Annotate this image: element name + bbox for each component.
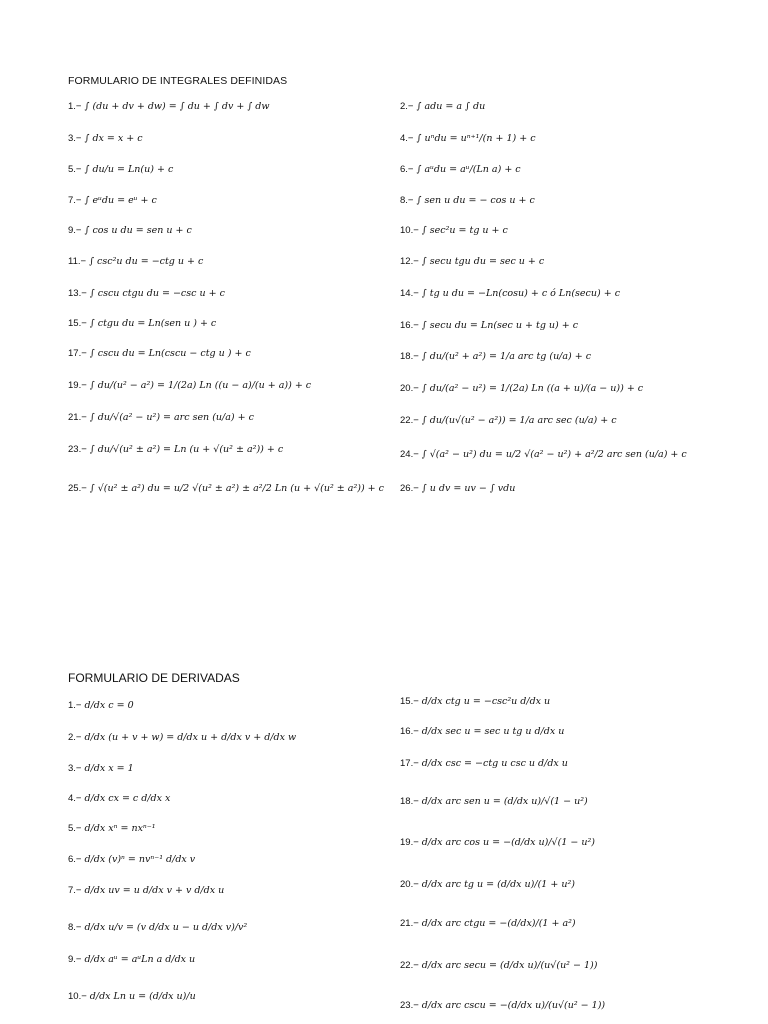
- formula-row: [68, 163, 173, 177]
- formula-number: 8.−: [68, 922, 82, 933]
- formula-expression: ∫ du/(u² + a²) = 1/a arc tg (u/a) + c: [418, 351, 592, 362]
- formula-expression: d/dx aᵘ = aᵘLn a d/dx u: [81, 954, 196, 965]
- formula-expression: ∫ cscu ctgu du = −csc u + c: [86, 288, 225, 299]
- formula-expression: d/dx arc ctgu = −(d/dx)/(1 + a²): [418, 918, 576, 929]
- formula-expression: d/dx uv = u d/dx v + v d/dx u: [81, 885, 225, 896]
- formula-number: 26.−: [400, 483, 419, 494]
- formula-number: 23.−: [400, 1000, 419, 1011]
- formula-number: 9.−: [68, 225, 82, 236]
- formula-row: [68, 822, 156, 836]
- formula-number: 7.−: [68, 885, 82, 896]
- formula-number: 25.−: [68, 483, 87, 494]
- formula-number: 1.−: [68, 700, 82, 711]
- formula-expression: d/dx (u + v + w) = d/dx u + d/dx v + d/dx w: [81, 732, 297, 743]
- formula-expression: ∫ sen u du = − cos u + c: [413, 195, 535, 206]
- formula-number: 12.−: [400, 256, 419, 267]
- formula-number: 8.−: [400, 195, 414, 206]
- formula-expression: d/dx u/v = (v d/dx u − u d/dx v)/v²: [81, 922, 248, 933]
- formula-expression: ∫ cos u du = sen u + c: [81, 225, 192, 236]
- formula-row: [400, 836, 595, 850]
- formula-row: [400, 132, 536, 146]
- formula-expression: d/dx cx = c d/dx x: [81, 793, 171, 804]
- formula-row: [68, 921, 247, 935]
- formula-number: 17.−: [400, 758, 419, 769]
- formula-expression: ∫ du/u = Ln(u) + c: [81, 164, 174, 175]
- formula-row: [400, 917, 576, 931]
- formula-row: [68, 853, 195, 867]
- formula-number: 22.−: [400, 960, 419, 971]
- formula-number: 7.−: [68, 195, 82, 206]
- formula-row: [400, 725, 564, 739]
- formula-row: [400, 319, 578, 333]
- formula-expression: ∫ du/√(u² ± a²) = Ln (u + √(u² ± a²)) + c: [86, 444, 284, 455]
- formula-expression: ∫ √(a² − u²) du = u/2 √(a² − u²) + a²/2 arc sen (u/a) + c: [418, 449, 687, 460]
- formula-row: [400, 194, 535, 208]
- formula-expression: ∫ tg u du = −Ln(cosu) + c ó Ln(secu) + c: [418, 288, 621, 299]
- formula-expression: d/dx arc cscu = −(d/dx u)/(u√(u² − 1)): [418, 1000, 606, 1011]
- formula-expression: ∫ du/(a² − u²) = 1/(2a) Ln ((a + u)/(a − u)) + c: [418, 383, 644, 394]
- formula-number: 10.−: [68, 991, 87, 1002]
- formula-expression: ∫ √(u² ± a²) du = u/2 √(u² ± a²) ± a²/2 Ln (u + √(u² ± a²)) + c: [86, 483, 384, 494]
- formula-number: 11.−: [68, 256, 87, 267]
- formula-row: [68, 884, 224, 898]
- derivatives-title: FORMULARIO DE DERIVADAS: [68, 671, 240, 685]
- formula-number: 6.−: [68, 854, 82, 865]
- formula-number: 24.−: [400, 449, 419, 460]
- formula-row: [400, 100, 485, 114]
- formula-number: 18.−: [400, 796, 419, 807]
- formula-number: 14.−: [400, 288, 419, 299]
- formula-expression: d/dx sec u = sec u tg u d/dx u: [418, 726, 565, 737]
- formula-number: 21.−: [400, 918, 419, 929]
- formula-expression: d/dx ctg u = −csc²u d/dx u: [418, 696, 551, 707]
- formula-number: 2.−: [68, 732, 82, 743]
- formula-row: [400, 959, 597, 973]
- formula-expression: d/dx (v)ⁿ = nvⁿ⁻¹ d/dx v: [81, 854, 196, 865]
- formula-expression: d/dx arc cos u = −(d/dx u)/√(1 − u²): [418, 837, 595, 848]
- formula-number: 13.−: [68, 288, 87, 299]
- formula-row: [68, 224, 192, 238]
- formula-row: [68, 990, 196, 1004]
- formula-number: 10.−: [400, 225, 419, 236]
- formula-expression: ∫ sec²u = tg u + c: [418, 225, 508, 236]
- formula-expression: ∫ secu du = Ln(sec u + tg u) + c: [418, 320, 579, 331]
- formula-row: [400, 287, 620, 301]
- formula-number: 17.−: [68, 348, 87, 359]
- formula-row: [400, 414, 617, 428]
- formula-row: [68, 443, 283, 457]
- formula-row: [400, 757, 568, 771]
- formula-expression: d/dx Ln u = (d/dx u)/u: [86, 991, 196, 1002]
- formula-expression: d/dx x = 1: [81, 763, 134, 774]
- formula-number: 20.−: [400, 383, 419, 394]
- formula-number: 5.−: [68, 164, 82, 175]
- formula-row: [68, 379, 311, 393]
- formula-number: 16.−: [400, 726, 419, 737]
- formula-number: 4.−: [68, 793, 82, 804]
- formula-number: 9.−: [68, 954, 82, 965]
- formula-row: [68, 953, 195, 967]
- formula-expression: d/dx arc sen u = (d/dx u)/√(1 − u²): [418, 796, 588, 807]
- formula-expression: ∫ aᵘdu = aᵘ/(Ln a) + c: [413, 164, 521, 175]
- formula-expression: ∫ du/(u² − a²) = 1/(2a) Ln ((u − a)/(u + a)) + c: [86, 380, 312, 391]
- formula-row: [68, 194, 157, 208]
- formula-number: 3.−: [68, 133, 82, 144]
- formula-number: 19.−: [400, 837, 419, 848]
- formula-row: [68, 287, 225, 301]
- formula-expression: ∫ csc²u du = −ctg u + c: [86, 256, 204, 267]
- formula-number: 21.−: [68, 412, 87, 423]
- formula-row: [400, 163, 521, 177]
- formula-expression: ∫ uⁿdu = uⁿ⁺¹/(n + 1) + c: [413, 133, 536, 144]
- formula-number: 6.−: [400, 164, 414, 175]
- formula-row: [68, 347, 251, 361]
- formula-row: [68, 762, 134, 776]
- formula-row: [68, 132, 143, 146]
- formula-expression: ∫ eᵘdu = eᵘ + c: [81, 195, 157, 206]
- formula-number: 19.−: [68, 380, 87, 391]
- formula-row: [400, 224, 508, 238]
- formula-row: [68, 482, 384, 496]
- formula-expression: ∫ ctgu du = Ln(sen u ) + c: [86, 318, 217, 329]
- formula-number: 3.−: [68, 763, 82, 774]
- formula-expression: d/dx c = 0: [81, 700, 134, 711]
- formula-row: [68, 411, 254, 425]
- formula-number: 23.−: [68, 444, 87, 455]
- formula-expression: ∫ adu = a ∫ du: [413, 101, 486, 112]
- formula-expression: d/dx arc tg u = (d/dx u)/(1 + u²): [418, 879, 575, 890]
- formula-row: [68, 100, 270, 114]
- formula-row: [68, 792, 170, 806]
- formula-expression: ∫ du/√(a² − u²) = arc sen (u/a) + c: [86, 412, 254, 423]
- formula-row: [68, 699, 134, 713]
- formula-number: 15.−: [68, 318, 87, 329]
- formula-number: 15.−: [400, 696, 419, 707]
- formula-number: 22.−: [400, 415, 419, 426]
- formula-row: [400, 999, 605, 1013]
- formula-expression: ∫ dx = x + c: [81, 133, 143, 144]
- formula-expression: d/dx xⁿ = nxⁿ⁻¹: [81, 823, 156, 834]
- formula-number: 5.−: [68, 823, 82, 834]
- formula-row: [400, 255, 544, 269]
- formula-number: 20.−: [400, 879, 419, 890]
- formula-expression: d/dx arc secu = (d/dx u)/(u√(u² − 1)): [418, 960, 598, 971]
- formula-row: [68, 317, 216, 331]
- formula-row: [400, 382, 643, 396]
- formula-expression: ∫ u dv = uv − ∫ vdu: [418, 483, 516, 494]
- formula-row: [400, 350, 591, 364]
- formula-number: 16.−: [400, 320, 419, 331]
- formula-row: [68, 255, 203, 269]
- formula-number: 1.−: [68, 101, 82, 112]
- formula-expression: d/dx csc = −ctg u csc u d/dx u: [418, 758, 568, 769]
- formula-number: 18.−: [400, 351, 419, 362]
- formula-row: [400, 878, 575, 892]
- formula-number: 4.−: [400, 133, 414, 144]
- formula-row: [68, 731, 296, 745]
- integrals-title: FORMULARIO DE INTEGRALES DEFINIDAS: [68, 75, 288, 87]
- formula-expression: ∫ cscu du = Ln(cscu − ctg u ) + c: [86, 348, 251, 359]
- formula-row: [400, 448, 687, 462]
- formula-row: [400, 695, 550, 709]
- formula-expression: ∫ secu tgu du = sec u + c: [418, 256, 545, 267]
- formula-number: 2.−: [400, 101, 414, 112]
- formula-expression: ∫ du/(u√(u² − a²)) = 1/a arc sec (u/a) + c: [418, 415, 617, 426]
- formula-row: [400, 482, 515, 496]
- formula-row: [400, 795, 588, 809]
- formula-expression: ∫ (du + dv + dw) = ∫ du + ∫ dv + ∫ dw: [81, 101, 270, 112]
